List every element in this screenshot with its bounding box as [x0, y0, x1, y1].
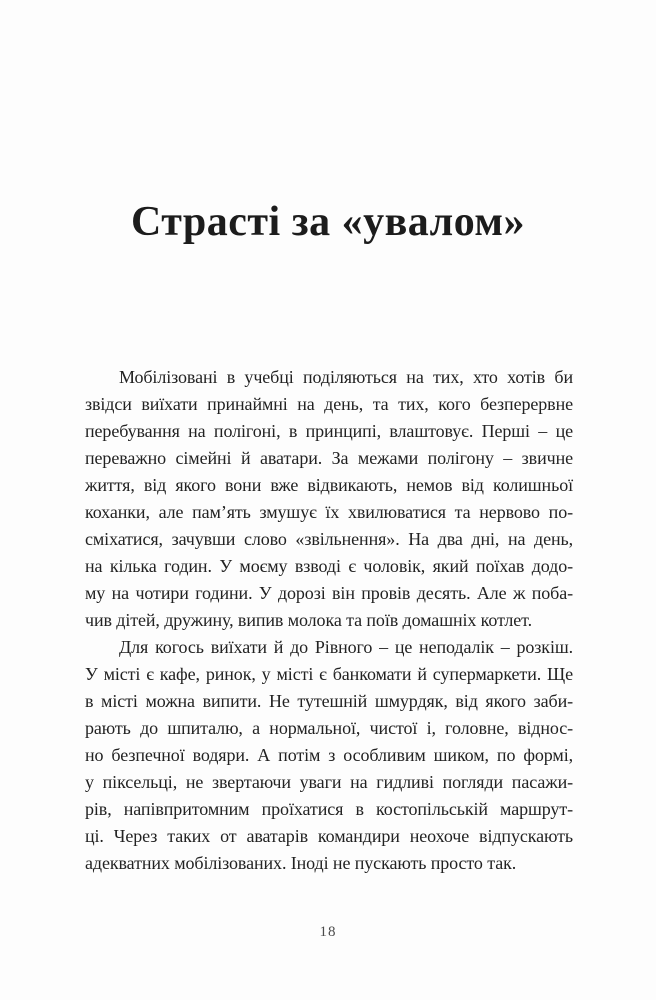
- text-line: звідси виїхати принаймні на день, та тих, кого безперервне: [85, 394, 573, 414]
- text-line: сміхатися, зачувши слово «звільнення». На два дні, на день,: [85, 529, 573, 549]
- text-line: му на чотири години. У дорозі він провів десять. Але ж поба-: [85, 583, 573, 603]
- text-line: ці. Через таких от аватарів командири неохоче відпускають: [85, 826, 573, 846]
- text-line: в місті можна випити. Не тутешній шмурдяк, від якого заби-: [85, 691, 573, 711]
- text-line: рають до шпиталю, а нормальної, чистої і, головне, віднос-: [85, 718, 573, 738]
- text-line: но безпечної водяри. А потім з особливим шиком, по формі,: [85, 745, 573, 765]
- text-line: на кілька годин. У моєму взводі є чоловік, який поїхав додо-: [85, 556, 573, 576]
- text-line: переважно сімейні й аватари. За межами полігону – звичне: [85, 448, 573, 468]
- text-line: чив дітей, дружину, випив молока та поїв домашніх котлет.: [85, 610, 532, 630]
- text-line: у піксельці, не звертаючи уваги на гидливі погляди пасажи-: [85, 772, 573, 792]
- text-line: Мобілізовані в учебці поділяються на тих, хто хотів би: [119, 367, 573, 387]
- text-line: адекватних мобілізованих. Іноді не пускають просто так.: [85, 853, 517, 873]
- chapter-title: Страсті за «увалом»: [130, 199, 526, 245]
- text-line: У місті є кафе, ринок, у місті є банкомати й супермаркети. Ще: [85, 664, 573, 684]
- text-line: рів, напівпритомним проїхатися в костопільській маршрут-: [85, 799, 573, 819]
- text-line: життя, від якого вони вже відвикають, немов від колишньої: [85, 475, 573, 495]
- text-line: перебування на полігоні, в принципі, влаштовує. Перші – це: [85, 421, 573, 441]
- text-line: коханки, але пам’ять змушує їх хвилюватися та нервово по-: [85, 502, 573, 522]
- body-text-block: [85, 364, 573, 877]
- page-number: 18: [319, 924, 337, 940]
- text-line: Для когось виїхати й до Рівного – це неподалік – розкіш.: [119, 637, 573, 657]
